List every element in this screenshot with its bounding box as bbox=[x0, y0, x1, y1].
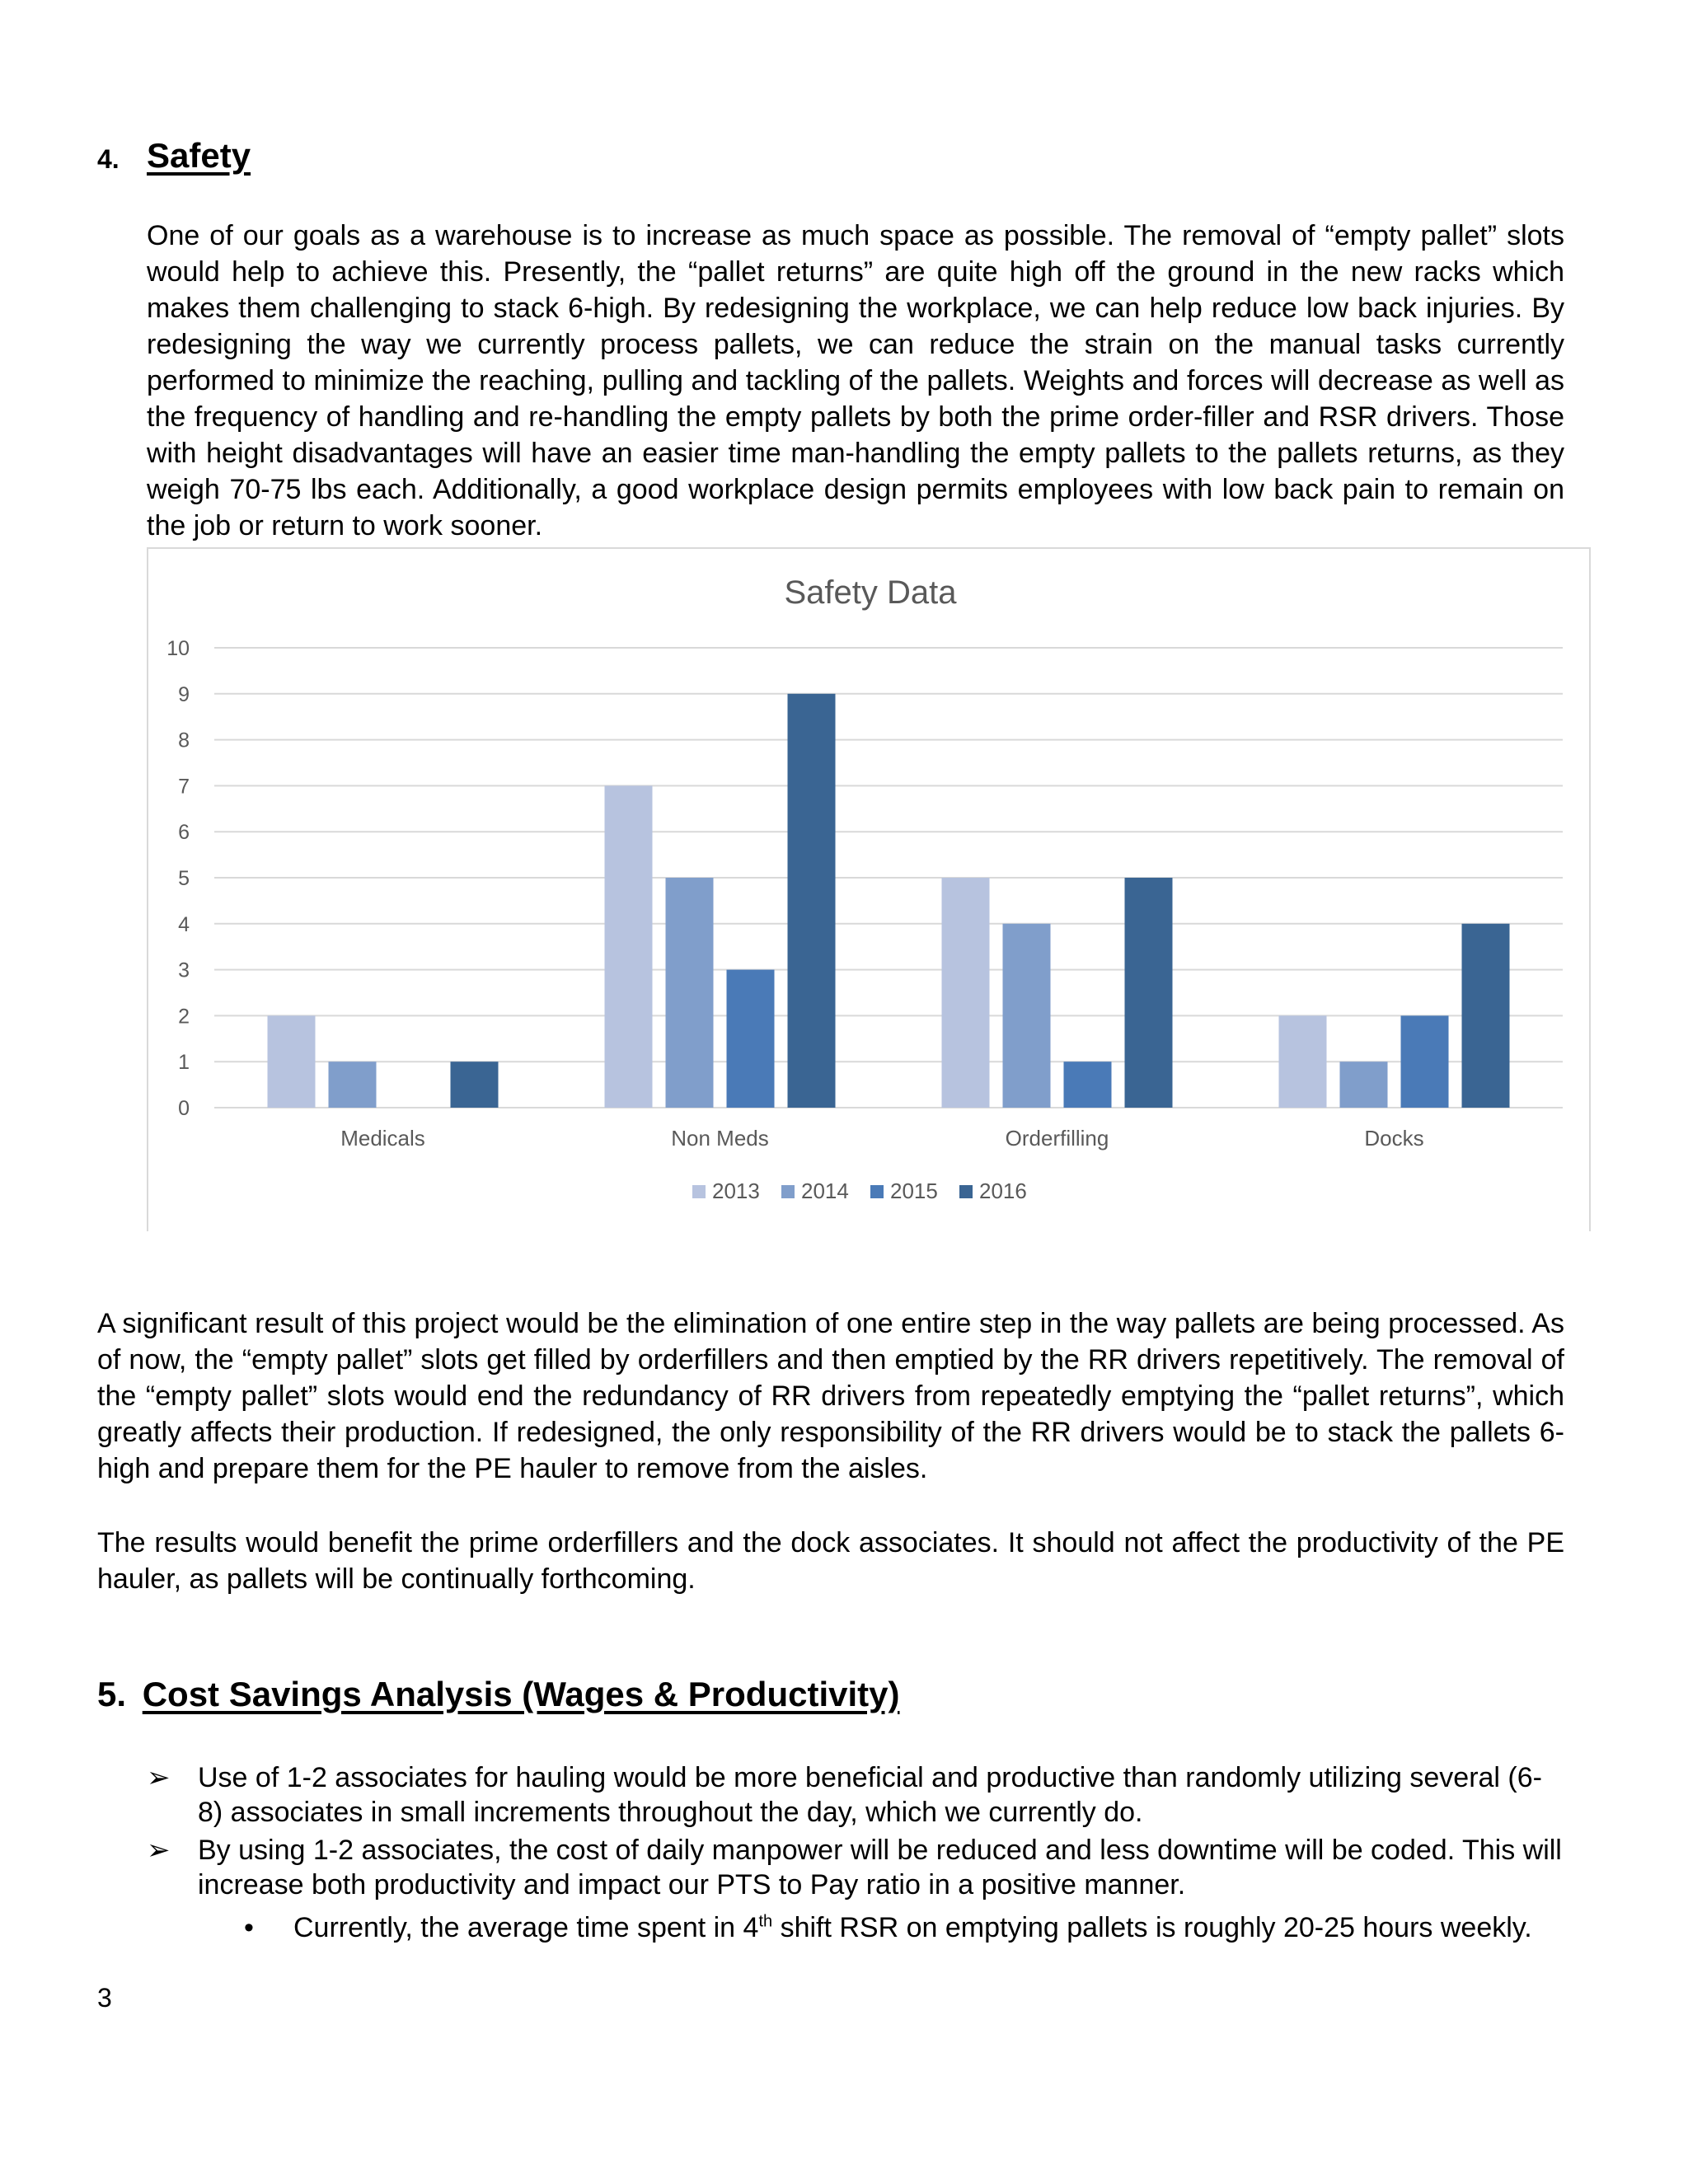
bar-2015 bbox=[727, 970, 775, 1108]
safety-paragraph: One of our goals as a warehouse is to increase as much space as possible. The removal of “empty pallet” slots would help to achieve this. Presently, the “pallet returns” are quite high off the ground in the new racks which makes them challenging to stack 6-high. By redesigning the workplace, we can help reduce low back injuries. By redesigning the way we currently process pallets, we can reduce the strain on the manual tasks currently performed to minimize the reaching, pulling and tackling of the pallets. Weights and forces will decrease as well as the frequency of handling and re-handling the empty pallets by both the prime order-filler and RSR drivers. Those with height disadvantages will have an easier time man-handling the empty pallets to the pallets returns, as they weigh 70-75 lbs each. Additionally, a good workplace design permits employees with low back pain to remain on the job or return to work sooner. bbox=[147, 220, 1564, 541]
y-tick-label: 6 bbox=[178, 821, 190, 845]
bar-2013 bbox=[605, 785, 653, 1108]
cost-bullet-2 bbox=[147, 1833, 1564, 1902]
x-category-label: Medicals bbox=[340, 1126, 425, 1151]
legend-label: 2014 bbox=[801, 1179, 849, 1203]
bar-2015 bbox=[1064, 1062, 1112, 1108]
arrow-bullet-icon: ➢ bbox=[147, 1835, 171, 1866]
cost-bullet-1-text: Use of 1-2 associates for hauling would be more beneficial and productive than randomly utilizing several (6-8) associates in small increments throughout the day, which we currently do. bbox=[198, 1762, 1542, 1828]
y-tick-label: 3 bbox=[178, 958, 190, 982]
page-number: 3 bbox=[97, 1983, 112, 2013]
cost-bullet-1 bbox=[147, 1760, 1564, 1830]
bar-2013 bbox=[268, 1015, 316, 1108]
safety-chart-svg bbox=[148, 549, 1592, 1233]
sub-bullet-superscript: th bbox=[758, 1912, 773, 1931]
y-tick-label: 7 bbox=[178, 775, 190, 799]
cost-sub-bullet bbox=[244, 1910, 1563, 1947]
legend-swatch bbox=[781, 1185, 795, 1198]
results-paragraph-2: The results would benefit the prime orderfillers and the dock associates. It should not affect the productivity of the PE hauler, as pallets will be continually forthcoming. bbox=[97, 1527, 1564, 1595]
bar-2015 bbox=[1401, 1015, 1449, 1108]
bar-2013 bbox=[1279, 1015, 1327, 1108]
cost-bullet-2-text: By using 1-2 associates, the cost of daily manpower will be reduced and less downtime will be coded. This will increase both productivity and impact our PTS to Pay ratio in a positive manner. bbox=[198, 1835, 1562, 1900]
bar-2014 bbox=[666, 878, 714, 1108]
y-tick-label: 9 bbox=[178, 682, 190, 706]
section-4-number: 4. bbox=[97, 144, 120, 174]
y-tick-label: 0 bbox=[178, 1097, 190, 1120]
y-tick-label: 5 bbox=[178, 867, 190, 890]
legend-swatch bbox=[870, 1185, 884, 1198]
y-tick-label: 4 bbox=[178, 912, 190, 936]
section-5-heading bbox=[97, 1673, 899, 1716]
section-4-title: Safety bbox=[147, 136, 251, 175]
section-5-number: 5. bbox=[97, 1675, 127, 1713]
x-category-label: Orderfilling bbox=[1005, 1126, 1109, 1151]
y-tick-label: 2 bbox=[178, 1005, 190, 1029]
legend-label: 2015 bbox=[890, 1179, 938, 1203]
bar-2016 bbox=[451, 1062, 499, 1108]
arrow-bullet-icon: ➢ bbox=[147, 1762, 171, 1793]
legend-swatch bbox=[692, 1185, 706, 1198]
bar-2013 bbox=[942, 878, 990, 1108]
bar-2016 bbox=[788, 694, 836, 1108]
bar-2016 bbox=[1125, 878, 1173, 1108]
cost-sub-bullet-text bbox=[293, 1910, 1532, 1945]
legend-swatch bbox=[959, 1185, 973, 1198]
chart-title: Safety Data bbox=[784, 574, 957, 611]
sub-bullet-text-after: shift RSR on emptying pallets is roughly 20-25 hours weekly. bbox=[772, 1912, 1532, 1943]
dot-bullet-icon: • bbox=[244, 1912, 254, 1943]
bar-2014 bbox=[1340, 1062, 1388, 1108]
bar-2014 bbox=[1003, 924, 1051, 1108]
legend-label: 2013 bbox=[712, 1179, 760, 1203]
results-paragraph-1: A significant result of this project would be the elimination of one entire step in the way pallets are being processed. As of now, the “empty pallet” slots get filled by orderfillers and then emptied by the RR drivers repetitively. The removal of the “empty pallet” slots would end the redundancy of RR drivers from repeatedly emptying the “pallet returns”, which greatly affects their production. If redesigned, the only responsibility of the RR drivers would be to stack the pallets 6-high and prepare them for the PE hauler to remove from the aisles. bbox=[97, 1308, 1564, 1484]
x-category-label: Non Meds bbox=[671, 1126, 769, 1151]
bar-2014 bbox=[329, 1062, 377, 1108]
sub-bullet-text-before: Currently, the average time spent in 4 bbox=[293, 1912, 759, 1943]
y-tick-label: 8 bbox=[178, 729, 190, 752]
safety-chart bbox=[147, 547, 1591, 1231]
y-tick-label: 1 bbox=[178, 1051, 190, 1075]
x-category-label: Docks bbox=[1364, 1126, 1424, 1151]
legend-label: 2016 bbox=[979, 1179, 1027, 1203]
y-tick-label: 10 bbox=[166, 637, 190, 660]
section-5-title: Cost Savings Analysis (Wages & Productivity) bbox=[142, 1675, 900, 1713]
bar-2016 bbox=[1462, 924, 1510, 1108]
